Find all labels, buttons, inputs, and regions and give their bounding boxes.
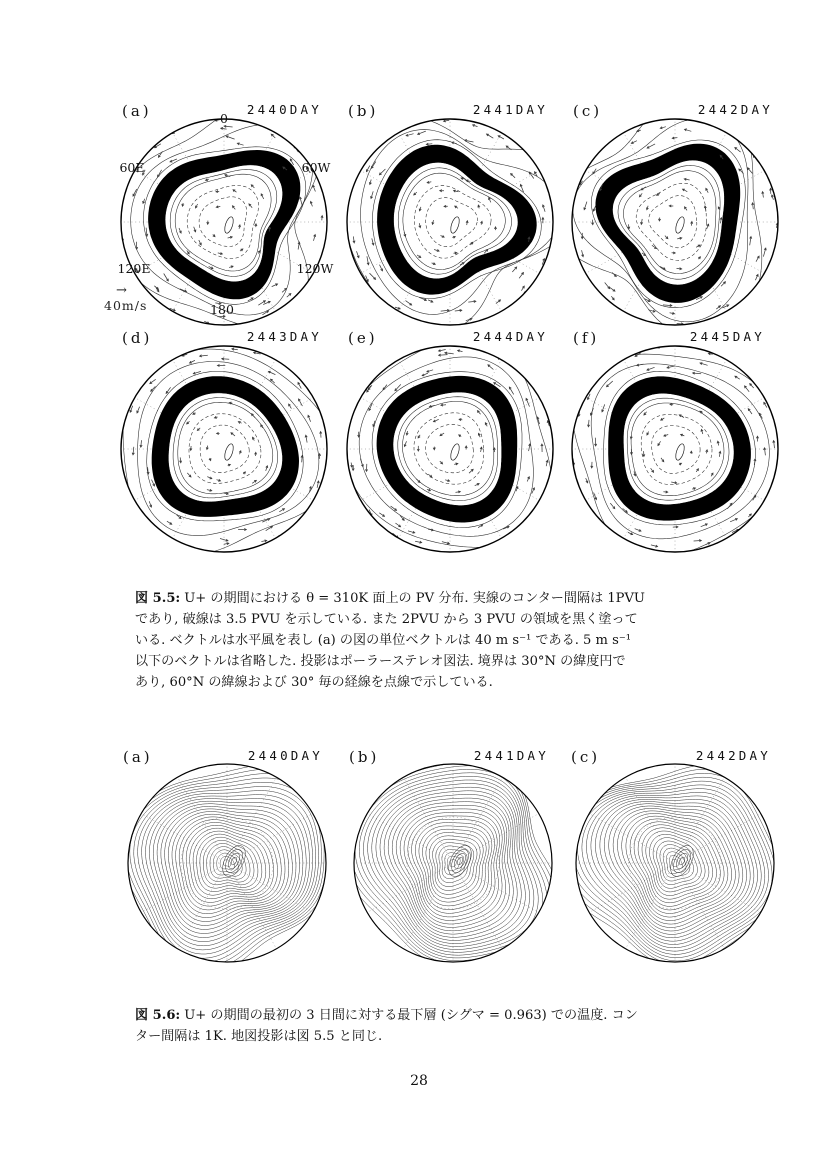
panel-letter: (a) <box>123 748 153 766</box>
fig56-panel-c <box>563 740 789 980</box>
fig55-panel-f <box>563 325 789 565</box>
temperature-map-panel-a <box>126 762 328 964</box>
panel-day-label: 2441DAY <box>472 102 548 117</box>
caption-text: U+ の期間における θ = 310K 面上の PV 分布. 実線のコンター間隔は 1PVU <box>184 591 645 606</box>
temperature-map-panel-c <box>574 762 776 964</box>
pv-map-panel-b <box>345 117 555 327</box>
pv-map-panel-d <box>119 344 329 554</box>
pv-map-panel-a <box>119 117 329 327</box>
panel-letter: (d) <box>122 329 153 347</box>
figure-5-5-caption <box>135 589 707 694</box>
fig56-panel-b <box>341 740 567 980</box>
caption-line: いる. ベクトルは水平風を表し (a) の図の単位ベクトルは 40 m s⁻¹ である. 5 m s⁻¹ <box>135 632 631 648</box>
caption-line: 以下のベクトルは省略した. 投影はポーラーステレオ図法. 境界は 30°N の緯度円で <box>135 653 626 669</box>
figure-5-6-caption <box>135 1006 707 1048</box>
panel-day-label: 2442DAY <box>697 102 773 117</box>
temperature-map-panel-b <box>352 762 554 964</box>
panel-letter: (f) <box>573 329 600 347</box>
panel-day-label: 2442DAY <box>695 748 771 763</box>
panel-letter: (b) <box>348 102 379 120</box>
panel-day-label: 2443DAY <box>246 329 322 344</box>
caption-line <box>135 1006 707 1027</box>
panel-letter: (e) <box>348 329 378 347</box>
pv-map-panel-f <box>570 344 780 554</box>
meridian-label-60w: 60W <box>301 160 331 175</box>
panel-day-label: 2441DAY <box>473 748 549 763</box>
fig55-panel-c <box>563 98 789 338</box>
fig56-panel-a <box>115 740 341 980</box>
meridian-label-120e: 120E <box>117 261 151 276</box>
caption-line: あり, 60°N の緯線および 30° 毎の経線を点線で示している. <box>135 674 493 690</box>
panel-day-label: 2440DAY <box>247 748 323 763</box>
panel-letter: (c) <box>571 748 601 766</box>
fig55-panel-e <box>338 325 564 565</box>
meridian-label-120w: 120W <box>296 261 334 276</box>
caption-line: であり, 破線は 3.5 PVU を示している. また 2PVU から 3 PVU の領域を黒く塗って <box>135 611 638 627</box>
unit-vector-arrow-icon: → <box>116 283 127 298</box>
meridian-label-0: 0 <box>220 111 228 126</box>
panel-letter: (b) <box>349 748 380 766</box>
caption-text: U+ の期間の最初の 3 日間に対する最下層 (シグマ = 0.963) での温度. コン <box>184 1008 638 1023</box>
panel-letter: (a) <box>122 102 152 120</box>
figure-label: 図 5.5: <box>135 591 181 606</box>
fig55-panel-d <box>112 325 338 565</box>
fig55-panel-b <box>338 98 564 338</box>
pv-map-panel-e <box>345 344 555 554</box>
fig55-panel-a <box>104 98 338 338</box>
panel-day-label: 2440DAY <box>246 102 322 117</box>
caption-line: ター間隔は 1K. 地図投影は図 5.5 と同じ. <box>135 1028 383 1044</box>
caption-line <box>135 589 707 610</box>
unit-vector-label: 40m/s <box>104 298 148 313</box>
panel-day-label: 2444DAY <box>472 329 548 344</box>
panel-letter: (c) <box>573 102 603 120</box>
pv-map-panel-c <box>570 117 780 327</box>
meridian-label-180: 180 <box>210 302 234 317</box>
page-number: 28 <box>410 1073 428 1089</box>
meridian-label-60e: 60E <box>119 160 145 175</box>
panel-day-label: 2445DAY <box>689 329 765 344</box>
figure-label: 図 5.6: <box>135 1008 181 1023</box>
